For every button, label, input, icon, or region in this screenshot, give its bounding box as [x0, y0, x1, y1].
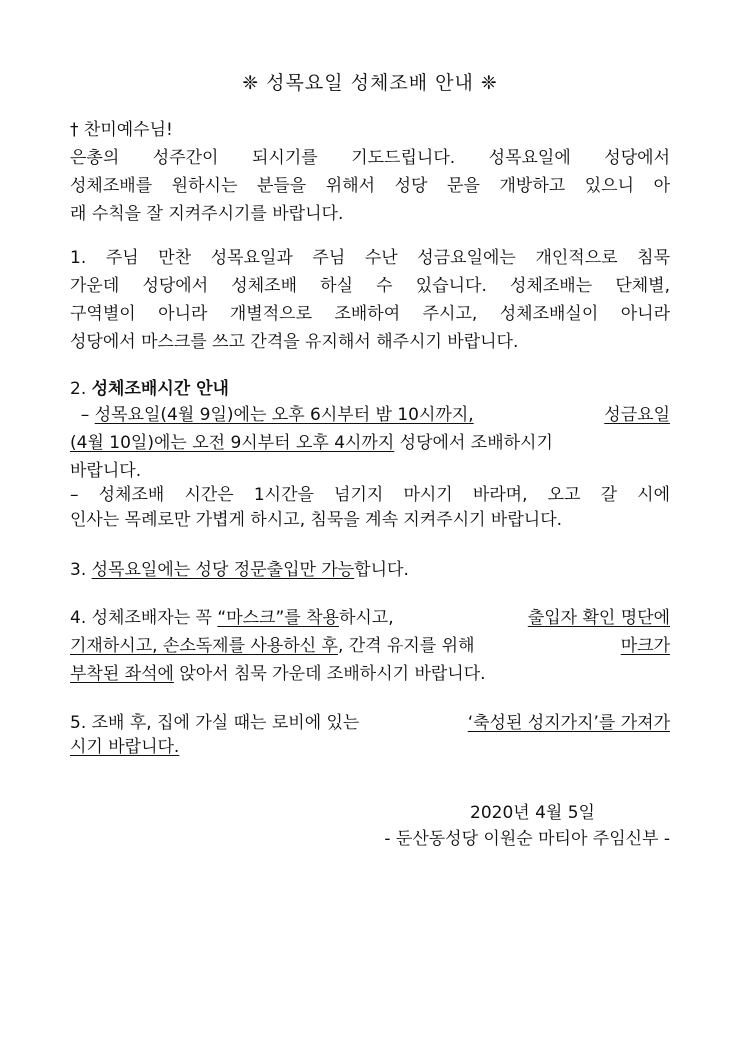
- item-3: [70, 558, 409, 582]
- item-2-bullet-2-line-2: 인사는 목례로만 가볍게 하시고, 침묵을 계속 지켜주시기 바랍니다.: [70, 510, 563, 530]
- item-1-line-3: 구역별이 아니라 개별적으로 조배하여 주시고, 성체조배실이 아니라: [70, 304, 670, 324]
- intro-line-2: 성체조배를 원하시는 분들을 위해서 성당 문을 개방하고 있으니 아: [70, 176, 670, 196]
- item-5-prefix: 5. 조배 후, 집에 가실 때는 로비에 있는: [70, 713, 360, 733]
- item-5-line-2: [70, 735, 179, 759]
- document-title: ❈ 성목요일 성체조배 안내 ❈: [242, 72, 498, 94]
- greeting: † 찬미예수님!: [70, 120, 173, 140]
- item-2-heading: [70, 377, 229, 401]
- item-4-rest: 앉아서 침묵 가운데 조배하시기 바랍니다.: [173, 664, 486, 684]
- item-4-prefix: 4. 성체조배자는 꼭: [70, 608, 218, 628]
- item-4-seat: 부착된 좌석에: [70, 664, 174, 684]
- schedule-thursday: 성목요일(4월 9일)에는 오후 6시부터 밤 10시까지,: [94, 405, 474, 425]
- item-1-line-4: 성당에서 마스크를 쓰고 간격을 유지해서 해주시기 바랍니다.: [70, 332, 519, 352]
- item-3-number: 3.: [70, 560, 92, 580]
- item-3-rest: 합니다.: [354, 560, 409, 580]
- item-4-line-2: [70, 634, 670, 658]
- item-4-line-1: [70, 606, 670, 630]
- bullet-dash: –: [70, 405, 95, 425]
- item-4-connector: 하시고,: [338, 608, 394, 628]
- item-4-distance: , 간격 유지를 위해: [337, 636, 475, 656]
- item-2-bullet-1-line-2: [70, 431, 670, 455]
- intro-line-1: 은총의 성주간이 되시기를 기도드립니다. 성목요일에 성당에서: [70, 148, 670, 168]
- schedule-friday-time: (4월 10일)에는 오전 9시부터 오후 4시까지: [70, 433, 395, 453]
- item-2-number: 2.: [70, 379, 92, 399]
- item-2-heading-text: 성체조배시간 안내: [91, 379, 229, 399]
- item-3-underlined: 성목요일에는 성당 정문출입만 가능: [91, 560, 355, 580]
- item-2-bullet-1-line-3: 바랍니다.: [70, 461, 142, 481]
- intro-line-3: 래 수칙을 잘 지켜주시기를 바랍니다.: [70, 204, 344, 224]
- item-4-mask: “마스크”를 착용: [217, 608, 339, 628]
- item-2-bullet-1-line-1: [70, 403, 670, 427]
- item-1-line-2: 가운데 성당에서 성체조배 하실 수 있습니다. 성체조배는 단체별,: [70, 276, 670, 296]
- item-5-line-1: [70, 711, 670, 735]
- signature: - 둔산동성당 이원순 마티아 주임신부 -: [384, 829, 670, 849]
- document-date: 2020년 4월 5일: [470, 803, 595, 823]
- item-5-ending: 시기 바랍니다.: [70, 737, 180, 757]
- item-2-bullet-2-line-1: – 성체조배 시간은 1시간을 넘기지 마시기 바라며, 오고 갈 시에: [70, 485, 670, 505]
- item-4-line-3: [70, 662, 486, 686]
- schedule-friday-label: 성금요일: [604, 405, 670, 425]
- item-5-palm: ‘축성된 성지가지’를 가져가: [467, 713, 670, 733]
- item-4-sanitizer: 기재하시고, 손소독제를 사용하신 후: [70, 636, 338, 656]
- item-1-line-1: 1. 주님 만찬 성목요일과 주님 수난 성금요일에는 개인적으로 침묵: [70, 248, 670, 268]
- schedule-suffix: 성당에서 조배하시기: [394, 433, 553, 453]
- item-4-marked: 마크가: [620, 636, 670, 656]
- item-4-register: 출입자 확인 명단에: [527, 608, 670, 628]
